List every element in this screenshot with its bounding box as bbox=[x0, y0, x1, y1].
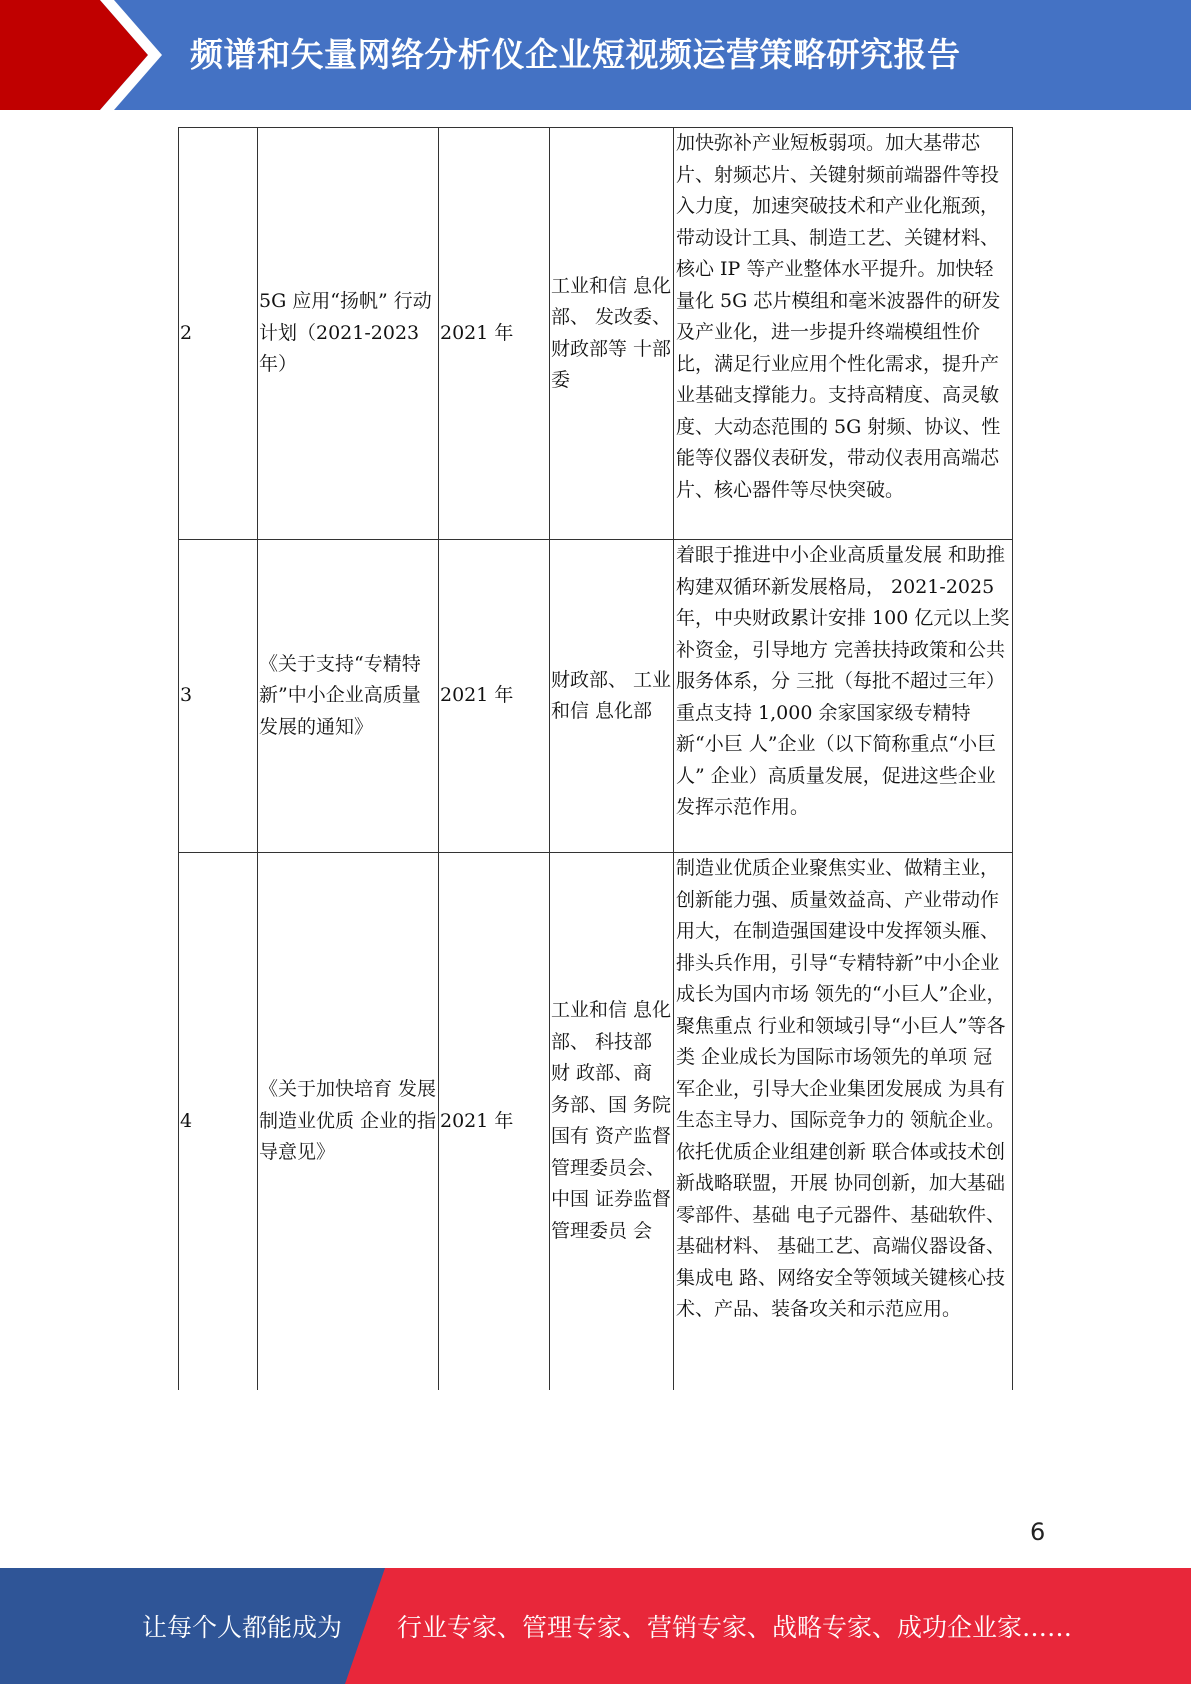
page-footer bbox=[0, 1568, 1191, 1684]
issue-year: 2021 年 bbox=[439, 128, 550, 540]
policy-name: 《关于支持“专精特新”中小企业高质量发展的通知》 bbox=[258, 540, 439, 853]
issuing-department: 财政部、 工业和信 息化部 bbox=[550, 540, 674, 853]
policy-name: 5G 应用“扬帆” 行动计划（2021-2023 年） bbox=[258, 128, 439, 540]
table-row bbox=[179, 128, 1013, 540]
policy-name: 《关于加快培育 发展制造业优质 企业的指导意见》 bbox=[258, 853, 439, 1390]
report-title: 频谱和矢量网络分析仪企业短视频运营策略研究报告 bbox=[190, 35, 961, 74]
row-number: 2 bbox=[179, 128, 258, 540]
table-row bbox=[179, 853, 1013, 1390]
page-number: 6 bbox=[1030, 1518, 1046, 1546]
issuing-department: 工业和信 息化部、 科技部 财 政部、商 务部、国 务院国有 资产监督 管理委员会、中国 证券监督 管理委员 会 bbox=[550, 853, 674, 1390]
footer-slogan-right: 行业专家、管理专家、营销专家、战略专家、成功企业家…… bbox=[397, 1613, 1073, 1642]
policy-table-container bbox=[178, 127, 1013, 1390]
policy-content: 制造业优质企业聚焦实业、做精主业，创新能力强、质量效益高、产业带动作用大，在制造强国建设中发挥领头雁、排头兵作用，引导“专精特新”中小企业成长为国内市场 领先的“小巨人”企业，聚焦重点 行业和领域引导“小巨人”等各类 企业成长为国际市场领先的单项 冠军企业，引导大企业集团发展成 为具有生态主导力、国际竞争力的 领航企业。依托优质企业组建创新 联合体或技术创新战略联盟，开展 协同创新，加大基础零部件、基础 电子元器件、基础软件、基础材料、 基础工艺、高端仪器设备、集成电 路、网络安全等领域关键核心技 术、产品、装备攻关和示范应用。 bbox=[674, 853, 1013, 1390]
table-row bbox=[179, 540, 1013, 853]
policy-content: 着眼于推进中小企业高质量发展 和助推构建双循环新发展格局， 2021-2025 年，中央财政累计安排 100 亿元以上奖补资金，引导地方 完善扶持政策和公共服务体系，分 三批（每批不超过三年）重点支持 1,000 余家国家级专精特新“小巨 人”企业（以下简称重点“小巨人” 企业）高质量发展，促进这些企业 发挥示范作用。 bbox=[674, 540, 1013, 853]
policy-content: 加快弥补产业短板弱项。加大基带芯片、射频芯片、关键射频前端器件等投入力度，加速突破技术和产业化瓶颈，带动设计工具、制造工艺、关键材料、核心 IP 等产业整体水平提升。加快轻量化 5G 芯片模组和毫米波器件的研发及产业化，进一步提升终端模组性价比，满足行业应用个性化需求，提升产业基础支撑能力。支持高精度、高灵敏度、大动态范围的 5G 射频、协议、性能等仪器仪表研发，带动仪表用高端芯片、核心器件等尽快突破。 bbox=[674, 128, 1013, 540]
issue-year: 2021 年 bbox=[439, 540, 550, 853]
row-number: 3 bbox=[179, 540, 258, 853]
policy-table bbox=[178, 127, 1013, 1390]
issue-year: 2021 年 bbox=[439, 853, 550, 1390]
row-number: 4 bbox=[179, 853, 258, 1390]
page-header bbox=[0, 0, 1191, 110]
footer-slogan-left: 让每个人都能成为 bbox=[142, 1613, 343, 1642]
issuing-department: 工业和信 息化部、 发改委、财政部等 十部委 bbox=[550, 128, 674, 540]
